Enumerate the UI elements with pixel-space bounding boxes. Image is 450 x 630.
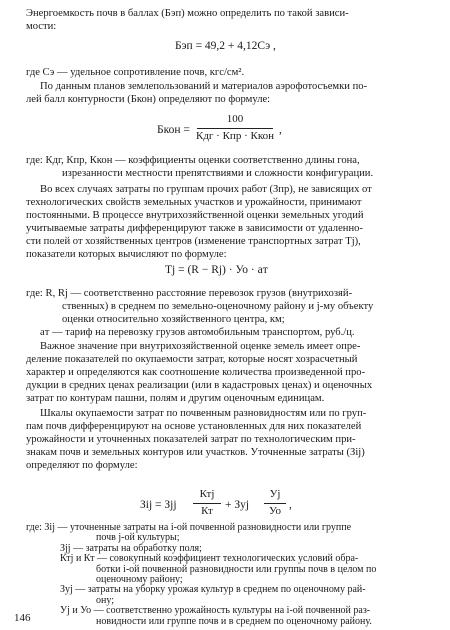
text-line: Энергоемкость почв в баллах (Бэп) можно определить по такой зависи- bbox=[26, 8, 349, 19]
text-line: Уj и Уо — соответственно урожайность культуры на i-ой почвенной раз- bbox=[60, 605, 371, 617]
text-line: характер и определяются как соотношение количества произведенной про- bbox=[26, 367, 366, 378]
formula-transport-costs: Тj = (R − Rj) · Уо · aт bbox=[165, 264, 268, 276]
text-line: технологических свойств земельных участков и урожайности, принимают bbox=[26, 197, 362, 208]
formula-numerator: Ктj bbox=[199, 488, 215, 500]
text-line: ону; bbox=[96, 594, 114, 606]
formula-denominator: Уо bbox=[268, 505, 282, 517]
text-line: где Сэ — удельное сопротивление почв, кгс/см². bbox=[26, 67, 245, 78]
formula-numerator: 100 bbox=[226, 113, 244, 125]
text-line: новидности или группе почв и в среднем по оценочному району. bbox=[96, 615, 372, 627]
page-number: 146 bbox=[14, 612, 31, 624]
text-line: изрезанности местности препятствиями и сложности конфигурации. bbox=[62, 168, 374, 179]
text-line: Ктj и Кт — совокупный коэффициент технологических условий обра- bbox=[60, 553, 359, 565]
fraction-bar bbox=[264, 503, 286, 504]
text-line: Шкалы окупаемости затрат по почвенным разновидностям или по груп- bbox=[40, 408, 367, 419]
text-line: оценочному району; bbox=[96, 574, 183, 585]
formula-lhs: Зij = Зjj bbox=[140, 499, 177, 511]
text-line: учитываемые затраты дифференцируют также в зависимости от удаленно- bbox=[26, 223, 363, 234]
text-line: почв j-ой культуры; bbox=[96, 532, 180, 544]
text-line: пам почв дифференцируют на основе установленных для них показателей bbox=[26, 421, 362, 432]
text-line: Зjj — затраты на обработку поля; bbox=[60, 542, 202, 554]
text-line: Во всех случаях затраты по группам прочих работ (Зпр), не зависящих от bbox=[40, 184, 372, 195]
text-line: дукции в средних ценах реализации (или в кадастровых ценах) и оценочных bbox=[26, 380, 373, 391]
text-line: лей балл контурности (Бкон) определяют по формуле: bbox=[26, 94, 271, 105]
formula-numerator: Уj bbox=[269, 488, 281, 500]
formula-denominator: Кт bbox=[201, 505, 213, 517]
text-line: постоянными. В процессе внутрихозяйственной оценки земельных угодий bbox=[26, 210, 364, 221]
text-line: урожайности и уточненных показателей затрат по технологическим при- bbox=[26, 434, 356, 445]
text-line: показатели которых вычисляют по формуле: bbox=[26, 249, 227, 260]
text-line: где: Зij — уточненные затраты на i-ой почвенной разновидности или группе bbox=[26, 522, 352, 533]
formula-soil-energy: Бэп = 49,2 + 4,12Сэ , bbox=[175, 40, 276, 52]
text-line: Важное значение при внутрихозяйственной оценке земель имеет опре- bbox=[40, 341, 361, 352]
text-line: где: R, Rj — соответственно расстояние перевозок грузов (внутрихозяй- bbox=[26, 288, 353, 299]
formula-lhs: Бкон = bbox=[157, 124, 190, 136]
text-line: мости: bbox=[26, 21, 57, 32]
fraction-bar bbox=[197, 128, 273, 129]
text-line: деление показателей по окупаемости затрат, которые носят хозрасчетный bbox=[26, 354, 358, 365]
text-line: знакам почв и земельных контуров или участков. Уточненные затраты (Зij) bbox=[26, 447, 365, 458]
text-line: сти полей от хозяйственных центров (изменение транспортных затрат Тj), bbox=[26, 236, 361, 247]
text-line: ственных) в среднем по земельно-оценочному району и j-му объекту bbox=[62, 301, 374, 312]
fraction-bar bbox=[193, 503, 221, 504]
text-line: По данным планов землепользований и материалов аэрофотосъемки по- bbox=[40, 81, 368, 92]
text-line: определяют по формуле: bbox=[26, 460, 138, 471]
text-line: оценки относительно хозяйственного центра, км; bbox=[62, 314, 285, 325]
formula-end: , bbox=[289, 499, 292, 511]
formula-end: , bbox=[279, 124, 282, 136]
text-line: aт — тариф на перевозку грузов автомобильным транспортом, руб./ц. bbox=[40, 327, 355, 338]
text-line: затрат по контурам пашни, полям и другим оценочным единицам. bbox=[26, 393, 325, 404]
text-line: где: Кдг, Кпр, Ккон — коэффициенты оценки соответственно длины гона, bbox=[26, 155, 360, 166]
formula-mid: + Зуj bbox=[225, 499, 250, 511]
formula-denominator: Кдг · Кпр · Ккон bbox=[195, 130, 274, 142]
text-line: ботки i-ой почвенной разновидности или группы почв в целом по bbox=[96, 563, 377, 575]
text-line: Зуj — затраты на уборку урожая культур в среднем по оценочному рай- bbox=[60, 584, 366, 596]
